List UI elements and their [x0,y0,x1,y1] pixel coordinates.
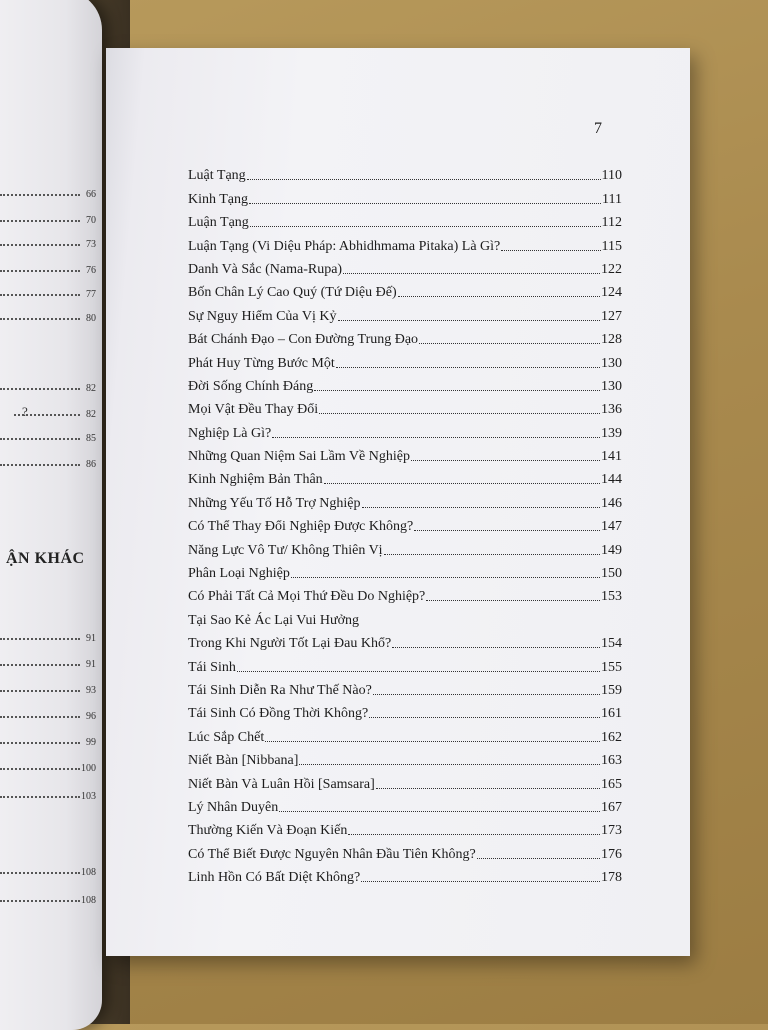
toc-entry-page: 173 [601,823,622,839]
toc-entry [188,395,622,418]
left-toc-page: 91 [86,633,96,644]
toc-entry-title: Có Thể Thay Đổi Nghiệp Được Không? [188,519,414,535]
toc-dot-leader [361,881,600,882]
toc-entry-page: 136 [601,402,622,418]
toc-entry-title: Bốn Chân Lý Cao Quý (Tứ Diệu Đế) [188,285,397,301]
toc-dot-leader [291,577,600,578]
toc-entry [188,255,622,278]
toc-dot-leader [384,554,600,555]
left-toc-leader [0,294,80,296]
toc-entry [188,325,622,348]
toc-dot-leader [314,390,600,391]
toc-entry-title: Nghiệp Là Gì? [188,425,272,441]
left-toc-leader [0,194,80,196]
toc-dot-leader [369,717,600,718]
left-toc-row [0,652,98,670]
left-toc-row [0,258,98,276]
toc-entry [188,769,622,792]
toc-entry-page: 149 [601,542,622,558]
toc-entry-title: Niết Bàn Và Luân Hồi [Samsara] [188,776,375,792]
toc-entry-title: Tái Sinh Có Đồng Thời Không? [188,706,369,722]
toc-entry-title: Tái Sinh Diễn Ra Như Thế Nào? [188,682,372,698]
left-toc-page: 82 [86,383,96,394]
left-toc-leader [0,438,80,440]
toc-entry-title: Phát Huy Từng Bước Một [188,355,335,371]
toc-dot-leader [373,694,600,695]
toc-entry-title: Niết Bàn [Nibbana] [188,753,299,769]
toc-dot-leader [414,530,600,531]
toc-entry [188,793,622,816]
left-toc-page: 76 [86,265,96,276]
left-toc-leader [0,768,80,770]
toc-entry [188,161,622,184]
left-toc-leader [0,388,80,390]
toc-entry-page: 115 [601,238,622,254]
toc-entry-page: 110 [601,168,622,184]
left-toc-row [0,888,98,906]
toc-entry-title: Có Thể Biết Được Nguyên Nhân Đầu Tiên Không? [188,846,476,862]
left-toc-leader [0,690,80,692]
toc-entry-page: 176 [601,846,622,862]
left-toc-leader [0,742,80,744]
left-toc-page: 86 [86,459,96,470]
toc-entry [188,442,622,465]
left-toc-page: 108 [81,867,96,878]
toc-dot-leader [398,296,600,297]
left-toc-page: 80 [86,313,96,324]
left-toc-leader [0,664,80,666]
left-toc-leader [0,318,80,320]
left-toc-row [0,376,98,394]
left-toc-row [0,306,98,324]
toc-dot-leader [279,811,600,812]
toc-dot-leader [249,203,601,204]
left-toc-row [0,402,98,420]
left-toc-row [0,208,98,226]
left-toc-page: 73 [86,239,96,250]
toc-entry [188,605,622,628]
toc-entry [188,629,622,652]
left-toc-leader [0,464,80,466]
left-toc-page: 100 [81,763,96,774]
toc-dot-leader [477,858,600,859]
toc-entry-page: 139 [601,425,622,441]
toc-entry-page: 155 [601,659,622,675]
toc-entry-page: 161 [601,706,622,722]
toc-entry-page: 112 [601,215,622,231]
left-toc-row [0,756,98,774]
left-toc-page: 99 [86,737,96,748]
left-toc-page: 85 [86,433,96,444]
toc-entry-title: Những Yếu Tố Hỗ Trợ Nghiệp [188,495,361,511]
toc-entry-title: Danh Và Sắc (Nama-Rupa) [188,261,343,277]
toc-entry [188,863,622,886]
toc-entry-page: 124 [601,285,622,301]
toc-entry-page: 130 [601,355,622,371]
toc-dot-leader [376,788,600,789]
toc-dot-leader [336,367,600,368]
toc-entry [188,488,622,511]
left-toc-leader [0,638,80,640]
left-toc-row [0,704,98,722]
left-toc-page: 66 [86,189,96,200]
left-toc-page: 93 [86,685,96,696]
toc-entry-page: 154 [601,636,622,652]
toc-entry-title: Mọi Vật Đều Thay Đổi [188,402,319,418]
toc-entry [188,465,622,488]
toc-entry-title: Linh Hồn Có Bất Diệt Không? [188,870,361,886]
right-page [106,48,690,956]
toc-entry-page: 128 [601,332,622,348]
toc-entry [188,676,622,699]
toc-entry-page: 159 [601,682,622,698]
toc-dot-leader [501,250,600,251]
left-toc-leader [0,716,80,718]
toc-entry-title: Trong Khi Người Tốt Lại Đau Khổ? [188,636,392,652]
toc-entry-page: 111 [602,191,622,207]
toc-entry-title: Bát Chánh Đạo – Con Đường Trung Đạo [188,332,419,348]
left-toc-page: 103 [81,791,96,802]
toc-entry-page: 162 [601,729,622,745]
toc-entry [188,512,622,535]
toc-dot-leader [343,273,600,274]
toc-entry [188,372,622,395]
left-toc-leader [0,900,80,902]
toc-entry-page: 130 [601,378,622,394]
toc-dot-leader [338,320,601,321]
left-toc-row [0,282,98,300]
toc-entry [188,652,622,675]
left-toc-row [0,730,98,748]
toc-entry-title: Phân Loại Nghiệp [188,566,290,582]
toc-dot-leader [419,343,600,344]
toc-entry-page: 163 [601,753,622,769]
left-section-heading: ẬN KHÁC [6,550,85,567]
left-toc-page: 82 [86,409,96,420]
toc-entry-title: Luật Tạng [188,168,246,184]
left-toc-page: 108 [81,895,96,906]
toc-entry-title: Tái Sinh [188,659,236,675]
left-toc-page: 91 [86,659,96,670]
toc-entry-page: 167 [601,799,622,815]
toc-entry-title: Luận Tạng [188,215,249,231]
left-toc-leader [0,270,80,272]
toc-entry-title: Kinh Nghiệm Bản Thân [188,472,323,488]
toc-entry-title: Lúc Sắp Chết [188,729,265,745]
toc-entry [188,535,622,558]
toc-entry-page: 150 [601,566,622,582]
toc-entry [188,208,622,231]
toc-entry-page: 165 [601,776,622,792]
toc-entry-title: Tại Sao Kẻ Ác Lại Vui Hưởng [188,612,359,628]
toc-entry [188,816,622,839]
toc-entry [188,278,622,301]
left-toc-leader [0,796,80,798]
toc-entry [188,839,622,862]
left-toc-row [0,232,98,250]
toc-dot-leader [265,741,600,742]
toc-entry-page: 141 [601,449,622,465]
toc-entry-title: Những Quan Niệm Sai Lầm Về Nghiệp [188,449,410,465]
toc-entry [188,699,622,722]
toc-entry [188,231,622,254]
toc-dot-leader [392,647,600,648]
toc-entry-title: Đời Sống Chính Đáng [188,378,314,394]
toc-dot-leader [348,834,600,835]
toc-entry-page: 122 [601,261,622,277]
toc-entry-title: Năng Lực Vô Tư/ Không Thiên Vị [188,542,383,558]
left-page [0,0,102,1030]
toc-entry [188,301,622,324]
toc-entry-page: 127 [601,308,622,324]
left-toc-page: 77 [86,289,96,300]
toc-entry [188,184,622,207]
left-toc-row [0,784,98,802]
left-toc-leader [0,872,80,874]
toc-entry-title: Sự Nguy Hiểm Của Vị Kỷ [188,308,337,324]
left-question-fragment: ? [22,404,28,419]
toc-dot-leader [299,764,600,765]
toc-dot-leader [319,413,600,414]
toc-entry-page: 147 [601,519,622,535]
toc-dot-leader [237,671,600,672]
toc-entry [188,722,622,745]
toc-dot-leader [324,483,600,484]
left-toc-leader [0,244,80,246]
toc-entry [188,418,622,441]
toc-dot-leader [362,507,601,508]
toc-entry-page: 144 [601,472,622,488]
left-toc-row [0,182,98,200]
table-of-contents [188,161,622,886]
toc-dot-leader [411,460,600,461]
toc-entry [188,348,622,371]
left-toc-leader [0,220,80,222]
toc-entry-title: Có Phải Tất Cả Mọi Thứ Đều Do Nghiệp? [188,589,426,605]
left-toc-row [0,678,98,696]
toc-entry-title: Lý Nhân Duyên [188,799,279,815]
toc-entry-title: Thường Kiến Và Đoạn Kiến [188,823,348,839]
page-number: 7 [594,120,602,137]
toc-dot-leader [426,600,600,601]
toc-dot-leader [272,437,600,438]
left-toc-row [0,426,98,444]
left-toc-row [0,860,98,878]
toc-dot-leader [247,179,601,180]
toc-entry [188,746,622,769]
toc-entry-page: 153 [601,589,622,605]
toc-entry [188,559,622,582]
toc-entry [188,582,622,605]
left-toc-row [0,626,98,644]
left-toc-page: 70 [86,215,96,226]
toc-entry-page: 146 [601,495,622,511]
left-toc-page: 96 [86,711,96,722]
toc-entry-title: Kinh Tạng [188,191,249,207]
toc-dot-leader [250,226,601,227]
left-toc-row [0,452,98,470]
toc-entry-page: 178 [601,870,622,886]
toc-entry-title: Luận Tạng (Vi Diệu Pháp: Abhidhmama Pitaka) Là Gì? [188,238,501,254]
